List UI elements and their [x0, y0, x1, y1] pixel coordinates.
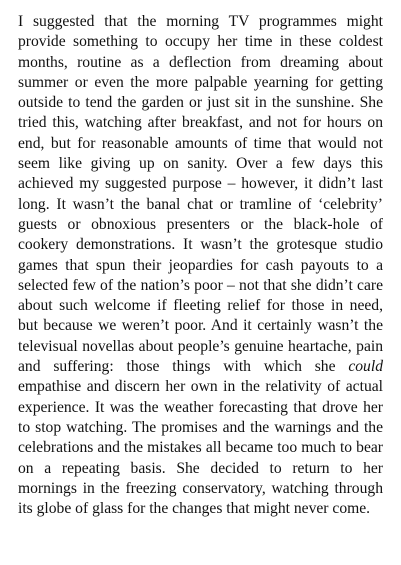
paragraph-text-end: empathise and discern her own in the relativity of actual experience. It was the weather forecasting that drove her to stop watching. The promises and the warnings and the celebrations and the mistakes all became too much to bear on a repeating basis. She decided to return to her mornings in the freezing conservatory, watching through its globe of glass for the changes that might never come.	[18, 378, 383, 518]
body-paragraph	[18, 12, 383, 519]
emphasized-word: could	[348, 358, 383, 376]
paragraph-text-start: I suggested that the morning TV programmes might provide something to occupy her time in these coldest months, routine as a deflection from dreaming about summer or even the more palpable yearning for getting outside to tend the garden or just sit in the sunshine. She tried this, watching after breakfast, and not for hours on end, but for reasonable amounts of time that would not seem like giving up on sanity. Over a few days this achieved my suggested purpose – however, it didn’t last long. It wasn’t the banal chat or tramline of ‘celebrity’ guests or obnoxious presenters or the black-hole of cookery demonstrations. It wasn’t the grotesque studio games that spun their jeopardies for cash payouts to a selected few of the nation’s poor – not that she didn’t care about such welcome if fleeting relief for those in need, but because we weren’t poor. And it certainly wasn’t the televisual novellas about people’s genuine heartache, pain and suffering: those things with which she	[18, 13, 383, 376]
